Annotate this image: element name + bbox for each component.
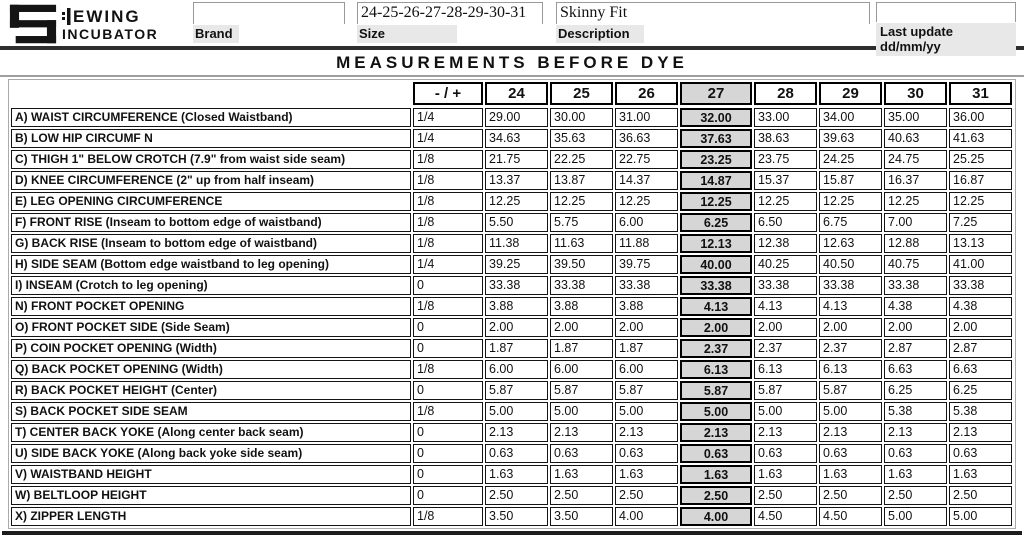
tolerance-value: 1/8 xyxy=(413,213,483,232)
title-bar xyxy=(0,50,1024,77)
measurement-label: O) FRONT POCKET SIDE (Side Seam) xyxy=(11,318,411,337)
value-size-28: 12.25 xyxy=(754,192,817,211)
value-size-28: 2.00 xyxy=(754,318,817,337)
brand-label: Brand xyxy=(193,25,239,43)
size-header-29: 29 xyxy=(819,82,882,105)
value-size-30: 2.87 xyxy=(884,339,947,358)
table-row xyxy=(11,339,1013,358)
value-size-29: 1.63 xyxy=(819,465,882,484)
measurement-label: H) SIDE SEAM (Bottom edge waistband to leg opening) xyxy=(11,255,411,274)
bottom-divider-line xyxy=(2,531,1022,535)
measurement-label: B) LOW HIP CIRCUMF N xyxy=(11,129,411,148)
value-size-28: 2.37 xyxy=(754,339,817,358)
value-size-27: 4.13 xyxy=(680,297,752,316)
description-input[interactable]: Skinny Fit xyxy=(556,2,870,24)
description-field xyxy=(556,2,870,43)
table-row xyxy=(11,234,1013,253)
value-size-26: 2.00 xyxy=(615,318,678,337)
value-size-24: 29.00 xyxy=(485,108,548,127)
size-header-31: 31 xyxy=(949,82,1012,105)
tolerance-value: 1/8 xyxy=(413,360,483,379)
value-size-30: 40.63 xyxy=(884,129,947,148)
value-size-30: 1.63 xyxy=(884,465,947,484)
value-size-30: 5.00 xyxy=(884,507,947,526)
table-row xyxy=(11,381,1013,400)
value-size-27: 2.00 xyxy=(680,318,752,337)
table-row xyxy=(11,507,1013,526)
brand-field xyxy=(193,2,345,43)
value-size-24: 39.25 xyxy=(485,255,548,274)
measurement-label: Q) BACK POCKET OPENING (Width) xyxy=(11,360,411,379)
value-size-26: 31.00 xyxy=(615,108,678,127)
header-spacer xyxy=(11,82,411,105)
value-size-31: 5.38 xyxy=(949,402,1012,421)
table-row xyxy=(11,297,1013,316)
value-size-28: 33.00 xyxy=(754,108,817,127)
needle-icon xyxy=(62,8,73,25)
value-size-25: 2.50 xyxy=(550,486,613,505)
value-size-24: 12.25 xyxy=(485,192,548,211)
measurement-label: A) WAIST CIRCUMFERENCE (Closed Waistband) xyxy=(11,108,411,127)
value-size-25: 3.50 xyxy=(550,507,613,526)
value-size-28: 6.50 xyxy=(754,213,817,232)
value-size-28: 6.13 xyxy=(754,360,817,379)
value-size-24: 11.38 xyxy=(485,234,548,253)
measurement-label: D) KNEE CIRCUMFERENCE (2" up from half inseam) xyxy=(11,171,411,190)
value-size-27: 6.25 xyxy=(680,213,752,232)
value-size-25: 5.87 xyxy=(550,381,613,400)
value-size-29: 6.13 xyxy=(819,360,882,379)
table-row xyxy=(11,129,1013,148)
value-size-26: 6.00 xyxy=(615,360,678,379)
tolerance-value: 0 xyxy=(413,381,483,400)
tolerance-value: 0 xyxy=(413,465,483,484)
measurement-label: G) BACK RISE (Inseam to bottom edge of waistband) xyxy=(11,234,411,253)
value-size-31: 33.38 xyxy=(949,276,1012,295)
table-row xyxy=(11,192,1013,211)
tolerance-value: 1/8 xyxy=(413,171,483,190)
logo-text-line2: INCUBATOR xyxy=(62,25,159,42)
value-size-30: 16.37 xyxy=(884,171,947,190)
value-size-30: 40.75 xyxy=(884,255,947,274)
value-size-28: 4.50 xyxy=(754,507,817,526)
measurement-label: P) COIN POCKET OPENING (Width) xyxy=(11,339,411,358)
table-body xyxy=(11,108,1013,526)
size-field xyxy=(357,2,543,43)
value-size-27: 40.00 xyxy=(680,255,752,274)
value-size-25: 2.00 xyxy=(550,318,613,337)
value-size-31: 2.13 xyxy=(949,423,1012,442)
value-size-29: 24.25 xyxy=(819,150,882,169)
value-size-27: 6.13 xyxy=(680,360,752,379)
value-size-26: 36.63 xyxy=(615,129,678,148)
value-size-27: 23.25 xyxy=(680,150,752,169)
table-row xyxy=(11,150,1013,169)
size-label: Size xyxy=(357,25,457,43)
value-size-29: 5.00 xyxy=(819,402,882,421)
value-size-28: 2.50 xyxy=(754,486,817,505)
value-size-28: 38.63 xyxy=(754,129,817,148)
value-size-25: 13.87 xyxy=(550,171,613,190)
value-size-28: 1.63 xyxy=(754,465,817,484)
value-size-28: 4.13 xyxy=(754,297,817,316)
value-size-26: 22.75 xyxy=(615,150,678,169)
value-size-29: 2.00 xyxy=(819,318,882,337)
measurement-label: U) SIDE BACK YOKE (Along back yoke side seam) xyxy=(11,444,411,463)
value-size-31: 41.00 xyxy=(949,255,1012,274)
value-size-29: 2.13 xyxy=(819,423,882,442)
value-size-26: 4.00 xyxy=(615,507,678,526)
value-size-24: 2.50 xyxy=(485,486,548,505)
table-row xyxy=(11,486,1013,505)
value-size-30: 24.75 xyxy=(884,150,947,169)
tolerance-value: 1/8 xyxy=(413,150,483,169)
value-size-27: 5.87 xyxy=(680,381,752,400)
value-size-26: 5.87 xyxy=(615,381,678,400)
value-size-26: 2.50 xyxy=(615,486,678,505)
value-size-26: 6.00 xyxy=(615,213,678,232)
value-size-25: 5.75 xyxy=(550,213,613,232)
tolerance-value: 1/8 xyxy=(413,402,483,421)
value-size-30: 4.38 xyxy=(884,297,947,316)
measurement-label: E) LEG OPENING CIRCUMFERENCE xyxy=(11,192,411,211)
value-size-31: 2.87 xyxy=(949,339,1012,358)
tolerance-value: 1/8 xyxy=(413,297,483,316)
last-update-label: Last update dd/mm/yy xyxy=(876,23,1016,56)
value-size-30: 0.63 xyxy=(884,444,947,463)
value-size-25: 5.00 xyxy=(550,402,613,421)
value-size-29: 2.37 xyxy=(819,339,882,358)
sewing-machine-s-icon xyxy=(8,4,58,44)
size-input[interactable]: 24-25-26-27-28-29-30-31 xyxy=(357,2,543,24)
value-size-25: 35.63 xyxy=(550,129,613,148)
top-bar xyxy=(0,0,1024,54)
value-size-30: 33.38 xyxy=(884,276,947,295)
value-size-29: 12.63 xyxy=(819,234,882,253)
value-size-27: 0.63 xyxy=(680,444,752,463)
tolerance-value: 0 xyxy=(413,318,483,337)
measurement-label: C) THIGH 1" BELOW CROTCH (7.9" from waist side seam) xyxy=(11,150,411,169)
tolerance-header: - / + xyxy=(413,82,483,105)
value-size-24: 2.13 xyxy=(485,423,548,442)
table-row xyxy=(11,444,1013,463)
value-size-31: 16.87 xyxy=(949,171,1012,190)
value-size-29: 5.87 xyxy=(819,381,882,400)
value-size-26: 1.63 xyxy=(615,465,678,484)
value-size-24: 5.00 xyxy=(485,402,548,421)
logo-text-line1: EWING xyxy=(73,6,141,26)
value-size-31: 2.50 xyxy=(949,486,1012,505)
value-size-27: 2.37 xyxy=(680,339,752,358)
tolerance-value: 0 xyxy=(413,339,483,358)
value-size-31: 7.25 xyxy=(949,213,1012,232)
value-size-30: 5.38 xyxy=(884,402,947,421)
value-size-25: 1.87 xyxy=(550,339,613,358)
size-header-27: 27 xyxy=(680,82,752,105)
value-size-31: 36.00 xyxy=(949,108,1012,127)
value-size-26: 33.38 xyxy=(615,276,678,295)
value-size-26: 12.25 xyxy=(615,192,678,211)
value-size-25: 1.63 xyxy=(550,465,613,484)
value-size-28: 5.00 xyxy=(754,402,817,421)
value-size-27: 37.63 xyxy=(680,129,752,148)
value-size-26: 1.87 xyxy=(615,339,678,358)
table-row xyxy=(11,423,1013,442)
value-size-31: 12.25 xyxy=(949,192,1012,211)
brand-input[interactable] xyxy=(193,2,345,24)
value-size-30: 12.25 xyxy=(884,192,947,211)
value-size-27: 12.25 xyxy=(680,192,752,211)
last-update-input[interactable] xyxy=(876,2,1016,22)
value-size-28: 33.38 xyxy=(754,276,817,295)
value-size-24: 34.63 xyxy=(485,129,548,148)
value-size-24: 1.87 xyxy=(485,339,548,358)
table-row xyxy=(11,108,1013,127)
value-size-29: 40.50 xyxy=(819,255,882,274)
table-row xyxy=(11,213,1013,232)
value-size-29: 34.00 xyxy=(819,108,882,127)
measurement-label: S) BACK POCKET SIDE SEAM xyxy=(11,402,411,421)
value-size-30: 2.00 xyxy=(884,318,947,337)
table-row xyxy=(11,171,1013,190)
value-size-28: 0.63 xyxy=(754,444,817,463)
value-size-25: 22.25 xyxy=(550,150,613,169)
tolerance-value: 1/4 xyxy=(413,129,483,148)
value-size-25: 30.00 xyxy=(550,108,613,127)
tolerance-value: 0 xyxy=(413,423,483,442)
value-size-31: 6.63 xyxy=(949,360,1012,379)
table-row xyxy=(11,402,1013,421)
measurement-table xyxy=(8,79,1016,529)
value-size-25: 3.88 xyxy=(550,297,613,316)
value-size-24: 5.87 xyxy=(485,381,548,400)
value-size-25: 11.63 xyxy=(550,234,613,253)
value-size-26: 0.63 xyxy=(615,444,678,463)
value-size-31: 0.63 xyxy=(949,444,1012,463)
value-size-26: 11.88 xyxy=(615,234,678,253)
value-size-28: 12.38 xyxy=(754,234,817,253)
value-size-24: 0.63 xyxy=(485,444,548,463)
value-size-25: 33.38 xyxy=(550,276,613,295)
value-size-31: 2.00 xyxy=(949,318,1012,337)
value-size-30: 6.63 xyxy=(884,360,947,379)
value-size-27: 5.00 xyxy=(680,402,752,421)
value-size-27: 14.87 xyxy=(680,171,752,190)
sewing-incubator-logo xyxy=(8,4,158,44)
tolerance-value: 1/4 xyxy=(413,108,483,127)
measurement-label: I) INSEAM (Crotch to leg opening) xyxy=(11,276,411,295)
value-size-27: 2.13 xyxy=(680,423,752,442)
size-header-24: 24 xyxy=(485,82,548,105)
value-size-27: 4.00 xyxy=(680,507,752,526)
value-size-29: 0.63 xyxy=(819,444,882,463)
description-label: Description xyxy=(556,25,644,43)
value-size-26: 39.75 xyxy=(615,255,678,274)
value-size-24: 33.38 xyxy=(485,276,548,295)
table-row xyxy=(11,465,1013,484)
value-size-24: 5.50 xyxy=(485,213,548,232)
value-size-30: 2.13 xyxy=(884,423,947,442)
value-size-29: 2.50 xyxy=(819,486,882,505)
tolerance-value: 1/4 xyxy=(413,255,483,274)
value-size-27: 32.00 xyxy=(680,108,752,127)
value-size-27: 12.13 xyxy=(680,234,752,253)
tolerance-value: 0 xyxy=(413,486,483,505)
size-header-28: 28 xyxy=(754,82,817,105)
tolerance-value: 1/8 xyxy=(413,192,483,211)
measurement-label: V) WAISTBAND HEIGHT xyxy=(11,465,411,484)
value-size-31: 5.00 xyxy=(949,507,1012,526)
size-header-25: 25 xyxy=(550,82,613,105)
value-size-24: 6.00 xyxy=(485,360,548,379)
value-size-24: 1.63 xyxy=(485,465,548,484)
last-update-field xyxy=(876,2,1016,56)
value-size-31: 41.63 xyxy=(949,129,1012,148)
table-row xyxy=(11,276,1013,295)
value-size-25: 0.63 xyxy=(550,444,613,463)
value-size-29: 6.75 xyxy=(819,213,882,232)
value-size-30: 2.50 xyxy=(884,486,947,505)
value-size-31: 4.38 xyxy=(949,297,1012,316)
size-header-30: 30 xyxy=(884,82,947,105)
value-size-28: 40.25 xyxy=(754,255,817,274)
value-size-28: 15.37 xyxy=(754,171,817,190)
value-size-30: 35.00 xyxy=(884,108,947,127)
value-size-29: 4.50 xyxy=(819,507,882,526)
value-size-25: 2.13 xyxy=(550,423,613,442)
measurement-label: W) BELTLOOP HEIGHT xyxy=(11,486,411,505)
measurement-label: F) FRONT RISE (Inseam to bottom edge of waistband) xyxy=(11,213,411,232)
value-size-30: 6.25 xyxy=(884,381,947,400)
value-size-31: 13.13 xyxy=(949,234,1012,253)
value-size-30: 12.88 xyxy=(884,234,947,253)
value-size-24: 21.75 xyxy=(485,150,548,169)
value-size-29: 4.13 xyxy=(819,297,882,316)
table-row xyxy=(11,255,1013,274)
table-row xyxy=(11,318,1013,337)
tolerance-value: 1/8 xyxy=(413,507,483,526)
tolerance-value: 0 xyxy=(413,444,483,463)
value-size-27: 33.38 xyxy=(680,276,752,295)
size-header-26: 26 xyxy=(615,82,678,105)
measurement-label: R) BACK POCKET HEIGHT (Center) xyxy=(11,381,411,400)
measurement-label: T) CENTER BACK YOKE (Along center back seam) xyxy=(11,423,411,442)
table-header-row xyxy=(11,82,1013,105)
value-size-27: 2.50 xyxy=(680,486,752,505)
value-size-24: 2.00 xyxy=(485,318,548,337)
measurement-label: X) ZIPPER LENGTH xyxy=(11,507,411,526)
value-size-24: 3.88 xyxy=(485,297,548,316)
value-size-26: 2.13 xyxy=(615,423,678,442)
value-size-29: 33.38 xyxy=(819,276,882,295)
measurement-label: N) FRONT POCKET OPENING xyxy=(11,297,411,316)
value-size-28: 2.13 xyxy=(754,423,817,442)
value-size-28: 5.87 xyxy=(754,381,817,400)
page-title: MEASUREMENTS BEFORE DYE xyxy=(336,53,688,72)
value-size-26: 5.00 xyxy=(615,402,678,421)
table-row xyxy=(11,360,1013,379)
value-size-31: 25.25 xyxy=(949,150,1012,169)
value-size-26: 14.37 xyxy=(615,171,678,190)
value-size-25: 6.00 xyxy=(550,360,613,379)
tolerance-value: 0 xyxy=(413,276,483,295)
value-size-30: 7.00 xyxy=(884,213,947,232)
value-size-25: 39.50 xyxy=(550,255,613,274)
value-size-24: 13.37 xyxy=(485,171,548,190)
value-size-26: 3.88 xyxy=(615,297,678,316)
value-size-29: 39.63 xyxy=(819,129,882,148)
value-size-25: 12.25 xyxy=(550,192,613,211)
value-size-31: 1.63 xyxy=(949,465,1012,484)
value-size-27: 1.63 xyxy=(680,465,752,484)
value-size-29: 15.87 xyxy=(819,171,882,190)
value-size-28: 23.75 xyxy=(754,150,817,169)
value-size-29: 12.25 xyxy=(819,192,882,211)
value-size-31: 6.25 xyxy=(949,381,1012,400)
value-size-24: 3.50 xyxy=(485,507,548,526)
tolerance-value: 1/8 xyxy=(413,234,483,253)
